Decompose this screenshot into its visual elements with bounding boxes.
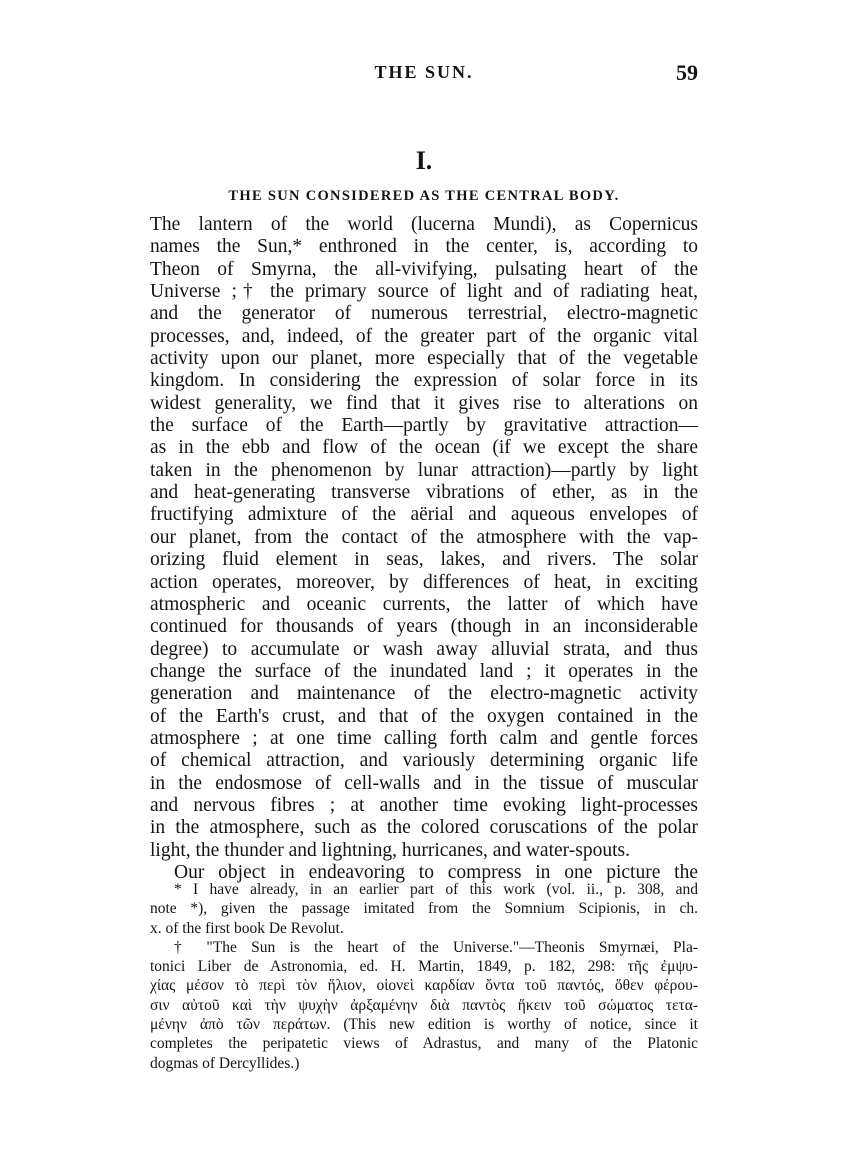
text-line: in the atmosphere, such as the colored coruscations of the polar [150,817,698,839]
text-line: of the Earth's crust, and that of the oxygen contained in the [150,705,698,727]
text-line: kingdom. In considering the expression of solar force in its [150,370,698,392]
text-line: in the endosmose of cell-walls and in the tissue of muscular [150,772,698,794]
section-number: I. [415,146,433,175]
section-title: THE SUN CONSIDERED AS THE CENTRAL BODY. [228,188,620,204]
text-line: names the Sun,* enthroned in the center, is, according to [150,236,698,258]
text-line: of chemical attraction, and variously determining organic life [150,750,698,772]
text-line: Theon of Smyrna, the all-vivifying, pulsating heart of the [150,258,698,280]
text-line: fructifying admixture of the aërial and aqueous envelopes of [150,504,698,526]
footnote-line: tonici Liber de Astronomia, ed. H. Martin, 1849, p. 182, 298: τῆς ἐμψυ- [150,958,698,976]
text-line: and nervous fibres ; at another time evoking light-processes [150,794,698,816]
text-line: and heat-generating transverse vibrations of ether, as in the [150,482,698,504]
text-line: orizing fluid element in seas, lakes, and rivers. The solar [150,549,698,571]
footnote-line: μένην ἀπὸ τῶν περάτων. (This new edition is worthy of notice, since it [150,1016,698,1034]
text-line: change the surface of the inundated land ; it operates in the [150,660,698,682]
text-line: Universe ;† the primary source of light and of radiating heat, [150,281,698,303]
text-line: light, the thunder and lightning, hurricanes, and water-spouts. [150,839,630,861]
footnote-line: note *), given the passage imitated from the Somnium Scipionis, in ch. [150,900,698,918]
text-line: generation and maintenance of the electro-magnetic activity [150,683,698,705]
text-line: activity upon our planet, more especially that of the vegetable [150,348,698,370]
text-line: degree) to accumulate or wash away alluvial strata, and thus [150,638,698,660]
footnote-line: x. of the first book De Revolut. [150,919,344,937]
footnote-line: completes the peripatetic views of Adrastus, and many of the Platonic [150,1035,698,1053]
page-number: 59 [676,60,698,85]
text-line: action operates, moreover, by differences of heat, in exciting [150,571,698,593]
footnote-2 [150,938,698,1073]
footnote-line: χίας μέσον τὸ περὶ τὸν ἥλιον, οἱονεὶ καρδίαν ὄντα τοῦ παντός, ὅθεν φέρου- [150,977,698,995]
text-line: and the generator of numerous terrestrial, electro-magnetic [150,303,698,325]
text-line: atmosphere ; at one time calling forth calm and gentle forces [150,727,698,749]
text-line: The lantern of the world (lucerna Mundi), as Copernicus [150,214,698,235]
footnote-line: σιν αὐτοῦ καὶ τὴν ψυχὴν ἀρξαμένην διὰ παντὸς ἥκειν τοῦ σώματος τετα- [150,996,698,1014]
footnote-line: dogmas of Dercyllides.) [150,1054,300,1072]
text-line: atmospheric and oceanic currents, the latter of which have [150,593,698,615]
text-line: the surface of the Earth—partly by gravitative attraction— [150,415,698,437]
text-line: continued for thousands of years (though in an inconsiderable [150,616,698,638]
body-paragraphs [150,214,698,884]
text-line: processes, and, indeed, of the greater part of the organic vital [150,325,698,347]
footnote-1 [150,880,698,938]
text-line: Our object in endeavoring to compress in one picture the [174,861,698,883]
text-line: taken in the phenomenon by lunar attraction)—partly by light [150,459,698,481]
text-line: our planet, from the contact of the atmosphere with the vap- [150,526,698,548]
text-line: as in the ebb and flow of the ocean (if we except the share [150,437,698,459]
running-head-title: THE SUN. [374,62,474,82]
footnote-line: * I have already, in an earlier part of this work (vol. ii., p. 308, and [174,881,698,898]
footnote-line: † "The Sun is the heart of the Universe."—Theonis Smyrnæi, Pla- [174,938,698,956]
footnotes [150,880,698,1073]
running-head [150,62,698,90]
text-line: widest generality, we find that it gives rise to alterations on [150,392,698,414]
